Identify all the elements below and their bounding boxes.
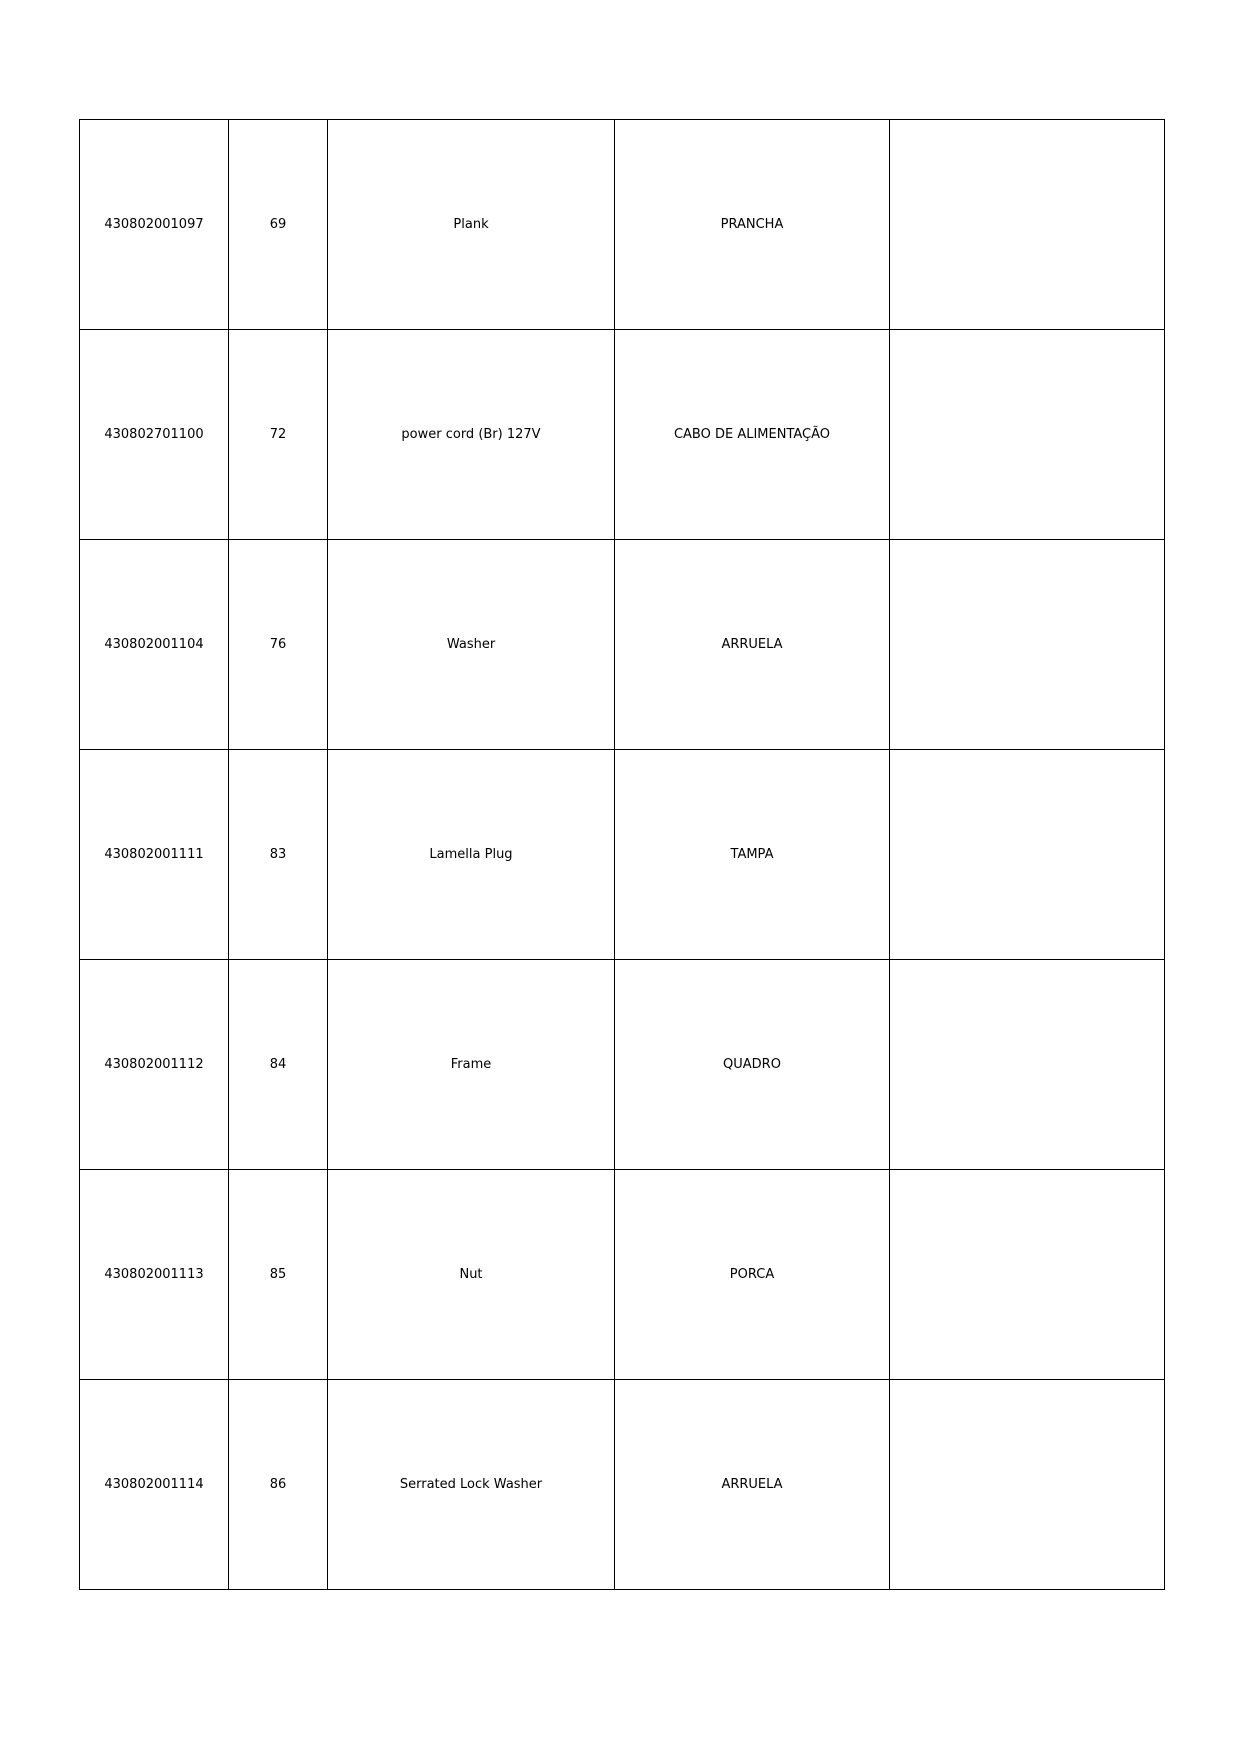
portuguese-description-cell: CABO DE ALIMENTAÇÃO — [615, 330, 890, 540]
english-description-cell: power cord (Br) 127V — [328, 330, 615, 540]
table-row — [80, 1170, 1165, 1380]
portuguese-description-cell: ARRUELA — [615, 1380, 890, 1590]
english-description-cell: Serrated Lock Washer — [328, 1380, 615, 1590]
english-description-cell: Nut — [328, 1170, 615, 1380]
position-number-cell: 83 — [229, 750, 328, 960]
table-row — [80, 1380, 1165, 1590]
table-row — [80, 540, 1165, 750]
parts-table — [79, 119, 1165, 1590]
table-row — [80, 330, 1165, 540]
notes-cell — [890, 1380, 1165, 1590]
part-code-cell: 430802701100 — [80, 330, 229, 540]
portuguese-description-cell: QUADRO — [615, 960, 890, 1170]
position-number-cell: 86 — [229, 1380, 328, 1590]
part-code-cell: 430802001097 — [80, 120, 229, 330]
table-row — [80, 120, 1165, 330]
position-number-cell: 69 — [229, 120, 328, 330]
table-row — [80, 750, 1165, 960]
portuguese-description-cell: TAMPA — [615, 750, 890, 960]
position-number-cell: 76 — [229, 540, 328, 750]
part-code-cell: 430802001114 — [80, 1380, 229, 1590]
notes-cell — [890, 960, 1165, 1170]
portuguese-description-cell: PRANCHA — [615, 120, 890, 330]
part-code-cell: 430802001104 — [80, 540, 229, 750]
position-number-cell: 84 — [229, 960, 328, 1170]
portuguese-description-cell: PORCA — [615, 1170, 890, 1380]
part-code-cell: 430802001112 — [80, 960, 229, 1170]
position-number-cell: 85 — [229, 1170, 328, 1380]
table-row — [80, 960, 1165, 1170]
notes-cell — [890, 750, 1165, 960]
notes-cell — [890, 1170, 1165, 1380]
notes-cell — [890, 330, 1165, 540]
portuguese-description-cell: ARRUELA — [615, 540, 890, 750]
english-description-cell: Plank — [328, 120, 615, 330]
part-code-cell: 430802001113 — [80, 1170, 229, 1380]
english-description-cell: Washer — [328, 540, 615, 750]
notes-cell — [890, 120, 1165, 330]
part-code-cell: 430802001111 — [80, 750, 229, 960]
english-description-cell: Frame — [328, 960, 615, 1170]
english-description-cell: Lamella Plug — [328, 750, 615, 960]
notes-cell — [890, 540, 1165, 750]
position-number-cell: 72 — [229, 330, 328, 540]
